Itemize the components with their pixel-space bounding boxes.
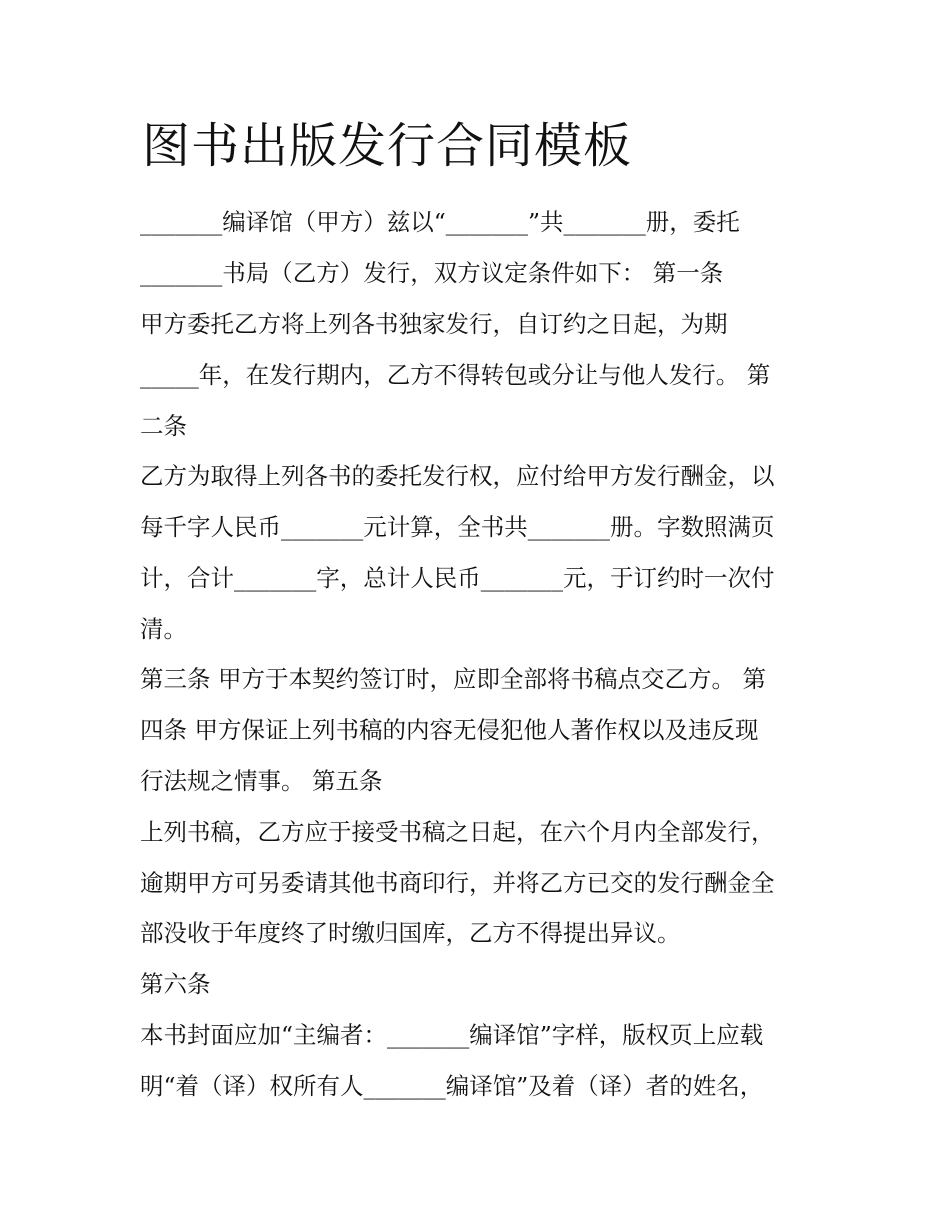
body-line: 明“着（译）权所有人_______编译馆”及着（译）者的姓名， — [140, 1072, 764, 1100]
body-line: 清。 — [140, 615, 187, 643]
body-line: 乙方为取得上列各书的委托发行权，应付给甲方发行酬金，以 — [140, 462, 775, 490]
body-line: 部没收于年度终了时缴归国库，乙方不得提出异议。 — [140, 919, 681, 947]
body-line: 四条 甲方保证上列书稿的内容无侵犯他人著作权以及违反现 — [140, 716, 759, 744]
body-line: _______编译馆（甲方）兹以“_______”共_______册，委托 — [140, 208, 740, 236]
body-line: 第六条 — [140, 970, 211, 998]
body-line: _______书局（乙方）发行，双方议定条件如下： 第一条 — [140, 259, 724, 287]
body-line: 行法规之情事。 第五条 — [140, 767, 383, 795]
body-line: 逾期甲方可另委请其他书商印行，并将乙方已交的发行酬金全 — [140, 869, 775, 897]
body-line: 每千字人民币_______元计算，全书共_______册。字数照满页 — [140, 513, 775, 541]
body-line: 甲方委托乙方将上列各书独家发行，自订约之日起，为期 — [140, 310, 728, 338]
body-line: 计，合计_______字，总计人民币_______元，于订约时一次付 — [140, 564, 775, 592]
body-line: 上列书稿，乙方应于接受书稿之日起，在六个月内全部发行， — [140, 818, 775, 846]
body-line: _____年，在发行期内，乙方不得转包或分让与他人发行。 第 — [140, 361, 771, 389]
body-line: 第三条 甲方于本契约签订时，应即全部将书稿点交乙方。 第 — [140, 665, 766, 693]
document-title: 图书出版发行合同模板 — [142, 118, 633, 174]
body-line: 二条 — [140, 412, 187, 440]
body-line: 本书封面应加“主编者：_______编译馆”字样，版权页上应载 — [140, 1021, 764, 1049]
